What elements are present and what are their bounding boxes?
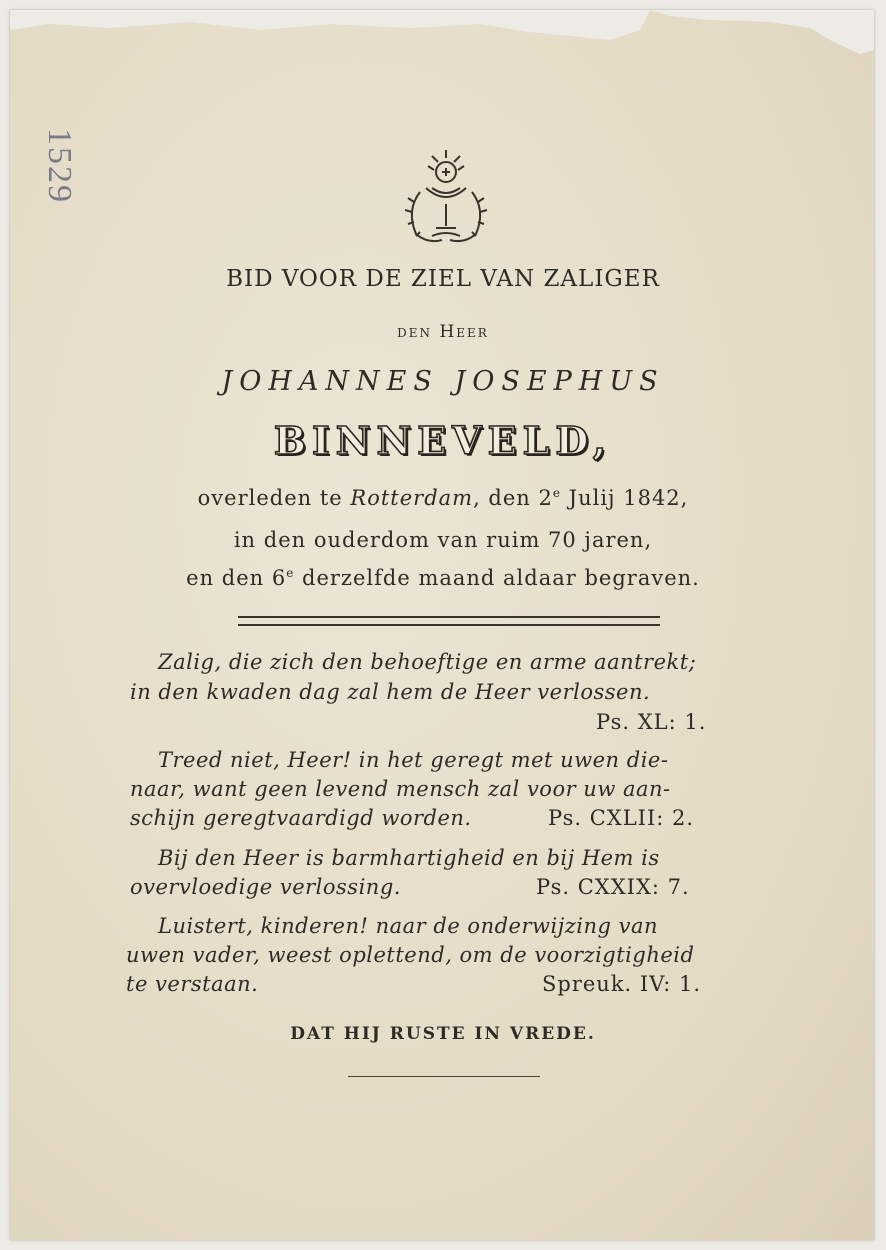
- verse-2-reference: Ps. CXLII: 2.: [548, 806, 695, 830]
- verse-2-line-3: schijn geregtvaardigd worden.: [130, 806, 472, 830]
- surname: BINNEVELD,: [273, 418, 613, 463]
- verse-3-line-2: overvloedige verlossing.: [130, 875, 401, 899]
- verse-1-line-2: in den kwaden dag zal hem de Heer verlossen.: [130, 680, 651, 704]
- death-details-line: overleden te Rotterdam, den 2e Julij 1842,: [197, 486, 689, 510]
- double-rule-top: [238, 616, 660, 618]
- verse-1-reference: Ps. XL: 1.: [596, 710, 707, 734]
- verse-3-line-1: Bij den Heer is barmhartigheid en bij Hem is: [158, 846, 660, 870]
- chalice-emblem-icon: [398, 148, 494, 250]
- burial-details-line: en den 6e derzelfde maand aldaar begraven.: [186, 566, 700, 590]
- end-rule: [348, 1076, 540, 1077]
- place-name: Rotterdam: [350, 486, 474, 510]
- catalog-number: 1529: [41, 128, 78, 204]
- verse-2-line-1: Treed niet, Heer! in het geregt met uwen die-: [158, 748, 669, 772]
- closing-prayer: DAT HIJ RUSTE IN VREDE.: [290, 1024, 596, 1044]
- verse-4-line-1: Luistert, kinderen! naar de onderwijzing van: [158, 914, 659, 938]
- torn-top-edge: [10, 10, 874, 70]
- verse-4-line-2: uwen vader, weest oplettend, om de voorzigtigheid: [126, 943, 695, 967]
- heading-line-2: den Heer: [397, 322, 489, 342]
- verse-4-line-3: te verstaan.: [126, 972, 259, 996]
- double-rule-bottom: [238, 624, 660, 626]
- age-details-line: in den ouderdom van ruim 70 jaren,: [233, 528, 653, 552]
- verse-3-reference: Ps. CXXIX: 7.: [536, 875, 690, 899]
- verse-1-line-1: Zalig, die zich den behoeftige en arme aantrekt;: [158, 650, 697, 674]
- surname-line: [0, 418, 886, 463]
- heading-line-1: BID VOOR DE ZIEL VAN ZALIGER: [226, 266, 660, 292]
- given-names: JOHANNES JOSEPHUS: [221, 366, 665, 397]
- verse-2-line-2: naar, want geen levend mensch zal voor uw aan-: [130, 777, 671, 801]
- verse-4-reference: Spreuk. IV: 1.: [542, 972, 702, 996]
